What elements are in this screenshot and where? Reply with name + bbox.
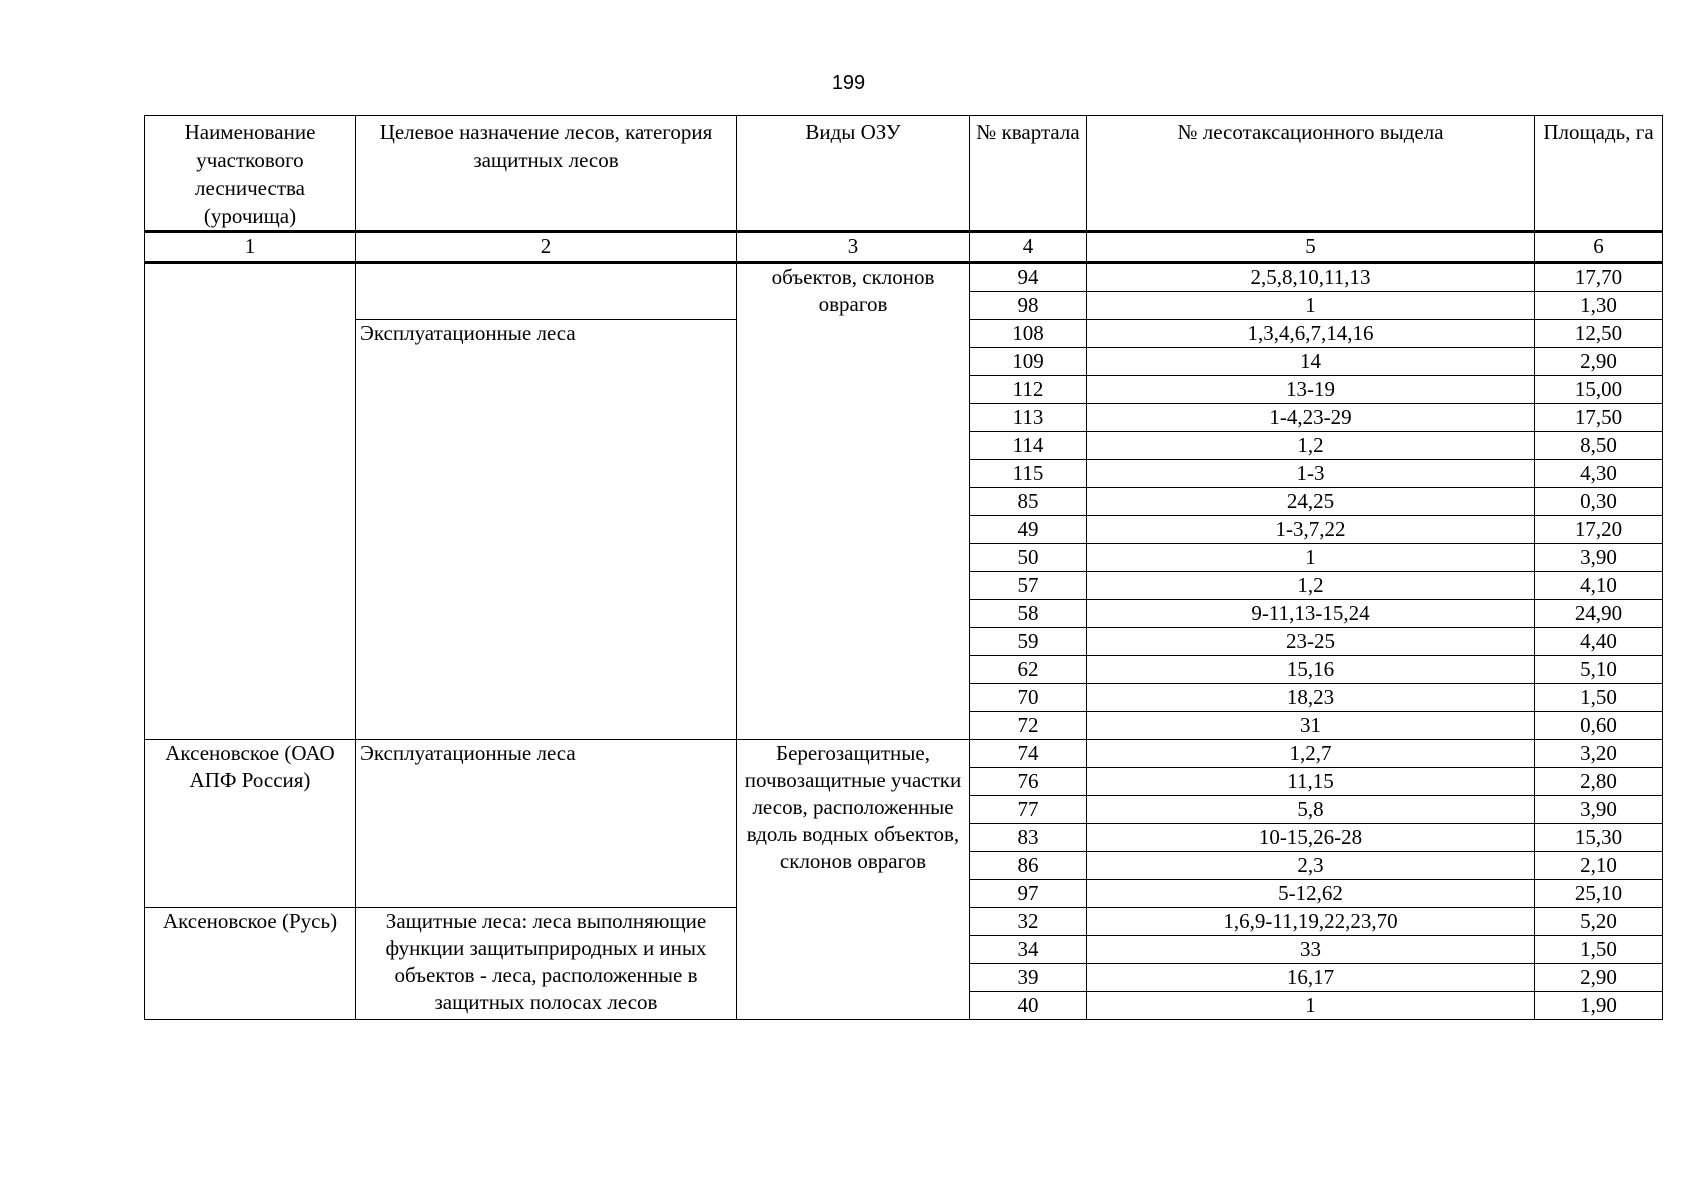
area-cell: 1,50	[1535, 684, 1663, 712]
area-cell: 12,50	[1535, 320, 1663, 348]
header-ozu-types: Виды ОЗУ	[737, 116, 970, 232]
vydel-cell: 11,15	[1087, 768, 1535, 796]
kvartal-cell: 32	[970, 908, 1087, 936]
vydel-cell: 2,3	[1087, 852, 1535, 880]
header-kvartal: № квартала	[970, 116, 1087, 232]
vydel-cell: 1	[1087, 992, 1535, 1020]
vydel-cell: 1	[1087, 292, 1535, 320]
area-cell: 24,90	[1535, 600, 1663, 628]
area-cell: 2,90	[1535, 964, 1663, 992]
area-cell: 17,20	[1535, 516, 1663, 544]
area-cell: 1,30	[1535, 292, 1663, 320]
district-cell-aksenovskoe-rus: Аксеновское (Русь)	[145, 908, 356, 1020]
column-number: 3	[737, 232, 970, 263]
vydel-cell: 18,23	[1087, 684, 1535, 712]
kvartal-cell: 108	[970, 320, 1087, 348]
kvartal-cell: 34	[970, 936, 1087, 964]
kvartal-cell: 94	[970, 263, 1087, 292]
area-cell: 15,30	[1535, 824, 1663, 852]
table-row	[145, 740, 1663, 768]
vydel-cell: 33	[1087, 936, 1535, 964]
vydel-cell: 2,5,8,10,11,13	[1087, 263, 1535, 292]
kvartal-cell: 97	[970, 880, 1087, 908]
area-cell: 4,40	[1535, 628, 1663, 656]
kvartal-cell: 49	[970, 516, 1087, 544]
kvartal-cell: 57	[970, 572, 1087, 600]
area-cell: 15,00	[1535, 376, 1663, 404]
kvartal-cell: 85	[970, 488, 1087, 516]
area-cell: 2,90	[1535, 348, 1663, 376]
kvartal-cell: 58	[970, 600, 1087, 628]
area-cell: 1,90	[1535, 992, 1663, 1020]
kvartal-cell: 50	[970, 544, 1087, 572]
kvartal-cell: 39	[970, 964, 1087, 992]
vydel-cell: 1,2	[1087, 572, 1535, 600]
column-number-row	[145, 232, 1663, 263]
kvartal-cell: 115	[970, 460, 1087, 488]
vydel-cell: 1-4,23-29	[1087, 404, 1535, 432]
column-number: 1	[145, 232, 356, 263]
kvartal-cell: 72	[970, 712, 1087, 740]
vydel-cell: 14	[1087, 348, 1535, 376]
vydel-cell: 31	[1087, 712, 1535, 740]
header-vydel: № лесотаксационного выдела	[1087, 116, 1535, 232]
vydel-cell: 23-25	[1087, 628, 1535, 656]
ozu-cell-continued: объектов, склонов оврагов	[737, 263, 970, 740]
area-cell: 5,20	[1535, 908, 1663, 936]
area-cell: 2,10	[1535, 852, 1663, 880]
area-cell: 25,10	[1535, 880, 1663, 908]
kvartal-cell: 70	[970, 684, 1087, 712]
header-row	[145, 116, 1663, 232]
area-cell: 17,50	[1535, 404, 1663, 432]
kvartal-cell: 112	[970, 376, 1087, 404]
column-number: 4	[970, 232, 1087, 263]
area-cell: 3,90	[1535, 796, 1663, 824]
kvartal-cell: 114	[970, 432, 1087, 460]
area-cell: 1,50	[1535, 936, 1663, 964]
area-cell: 8,50	[1535, 432, 1663, 460]
area-cell: 3,90	[1535, 544, 1663, 572]
vydel-cell: 24,25	[1087, 488, 1535, 516]
kvartal-cell: 109	[970, 348, 1087, 376]
vydel-cell: 16,17	[1087, 964, 1535, 992]
vydel-cell: 5,8	[1087, 796, 1535, 824]
district-cell-aksenovskoe-apf: Аксеновское (ОАО АПФ Россия)	[145, 740, 356, 908]
vydel-cell: 13-19	[1087, 376, 1535, 404]
area-cell: 4,10	[1535, 572, 1663, 600]
vydel-cell: 10-15,26-28	[1087, 824, 1535, 852]
purpose-cell-protective: Защитные леса: леса выполняющие функции защитыприродных и иных объектов - леса, расположенные в защитных полосах лесов	[356, 908, 737, 1020]
purpose-cell-continued	[356, 263, 737, 320]
vydel-cell: 1,2,7	[1087, 740, 1535, 768]
kvartal-cell: 62	[970, 656, 1087, 684]
ozu-cell-beregozashchitnye: Берегозащитные, почвозащитные участки лесов, расположенные вдоль водных объектов, склонов оврагов	[737, 740, 970, 1020]
vydel-cell: 1,3,4,6,7,14,16	[1087, 320, 1535, 348]
vydel-cell: 1,2	[1087, 432, 1535, 460]
vydel-cell: 1-3	[1087, 460, 1535, 488]
header-area: Площадь, га	[1535, 116, 1663, 232]
vydel-cell: 15,16	[1087, 656, 1535, 684]
kvartal-cell: 76	[970, 768, 1087, 796]
kvartal-cell: 86	[970, 852, 1087, 880]
purpose-cell-exploitation: Эксплуатационные леса	[356, 320, 737, 740]
area-cell: 0,30	[1535, 488, 1663, 516]
kvartal-cell: 40	[970, 992, 1087, 1020]
column-number: 5	[1087, 232, 1535, 263]
kvartal-cell: 83	[970, 824, 1087, 852]
kvartal-cell: 74	[970, 740, 1087, 768]
kvartal-cell: 59	[970, 628, 1087, 656]
area-cell: 3,20	[1535, 740, 1663, 768]
kvartal-cell: 77	[970, 796, 1087, 824]
column-number: 2	[356, 232, 737, 263]
area-cell: 5,10	[1535, 656, 1663, 684]
kvartal-cell: 113	[970, 404, 1087, 432]
area-cell: 17,70	[1535, 263, 1663, 292]
header-district: Наименование участкового лесничества (урочища)	[145, 116, 356, 232]
table-row	[145, 263, 1663, 292]
vydel-cell: 1-3,7,22	[1087, 516, 1535, 544]
vydel-cell: 9-11,13-15,24	[1087, 600, 1535, 628]
purpose-cell-exploitation: Эксплуатационные леса	[356, 740, 737, 908]
vydel-cell: 1	[1087, 544, 1535, 572]
forest-table	[144, 115, 1663, 1020]
vydel-cell: 5-12,62	[1087, 880, 1535, 908]
header-purpose: Целевое назначение лесов, категория защитных лесов	[356, 116, 737, 232]
area-cell: 2,80	[1535, 768, 1663, 796]
kvartal-cell: 98	[970, 292, 1087, 320]
page-number: 199	[831, 72, 866, 94]
column-number: 6	[1535, 232, 1663, 263]
area-cell: 0,60	[1535, 712, 1663, 740]
area-cell: 4,30	[1535, 460, 1663, 488]
vydel-cell: 1,6,9-11,19,22,23,70	[1087, 908, 1535, 936]
district-cell-continued	[145, 263, 356, 740]
